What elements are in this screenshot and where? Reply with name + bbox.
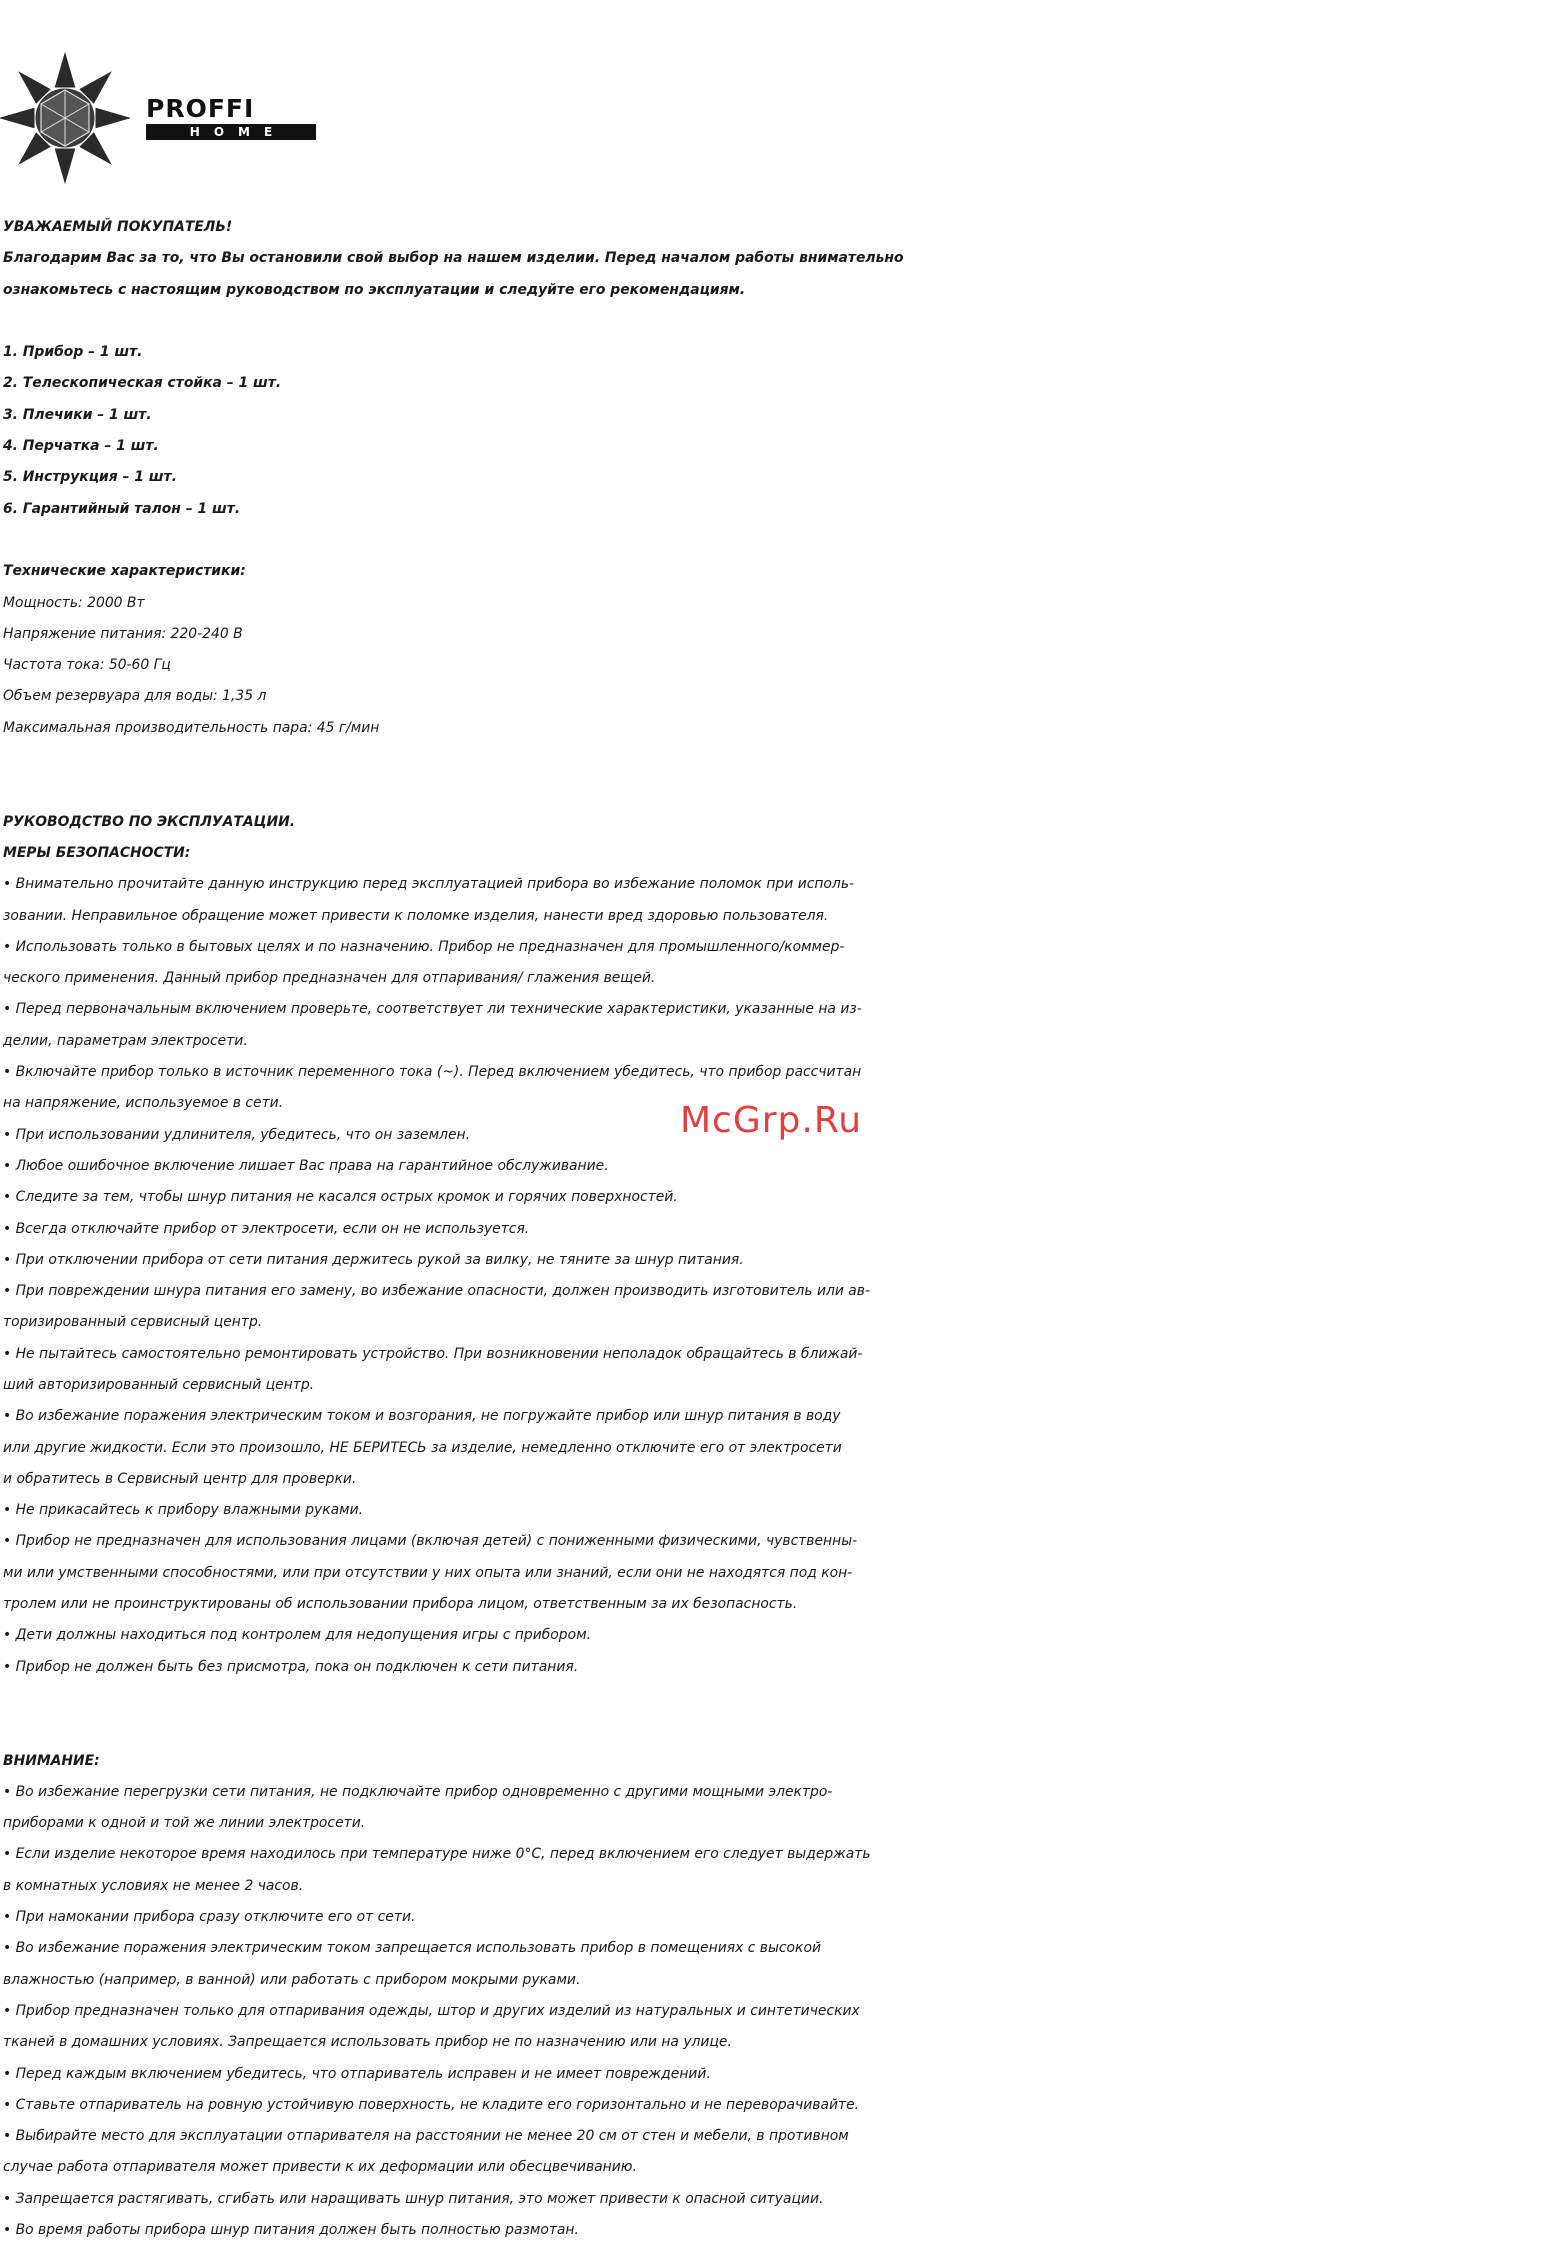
safety-line: • Прибор не предназначен для использования лицами (включая детей) с пониженными физическими, чувственны- (3, 1533, 858, 1550)
attention-line: • Выбирайте место для эксплуатации отпаривателя на расстоянии не менее 20 см от стен и мебели, в противном (3, 2128, 849, 2145)
safety-line: ми или умственными способностями, или при отсутствии у них опыта или знаний, если они не находятся под кон- (3, 1564, 853, 1581)
package-item: 4. Перчатка – 1 шт. (3, 438, 159, 455)
attention-line: • Во избежание перегрузки сети питания, не подключайте прибор одновременно с другими мощными электро- (3, 1783, 833, 1800)
safety-line: • Внимательно прочитайте данную инструкцию перед эксплуатацией прибора во избежание поломок при исполь- (3, 876, 855, 893)
safety-line: тролем или не проинструктированы об использовании прибора лицом, ответственным за их безопасность. (3, 1596, 798, 1613)
proffi-logo-icon (0, 48, 130, 188)
instruction-text (3, 212, 1541, 2246)
attention-line: тканей в домашних условиях. Запрещается использовать прибор не по назначению или на улице. (3, 2034, 732, 2051)
brand-sub: HOME (146, 124, 316, 140)
attention-line: • Если изделие некоторое время находилось при температуре ниже 0°С, перед включением его следует выдержать (3, 1846, 871, 1863)
safety-line: • Включайте прибор только в источник переменного тока (~). Перед включением убедитесь, что прибор рассчитан (3, 1064, 862, 1081)
attention-line: • Во время работы прибора шнур питания должен быть полностью размотан. (3, 2222, 579, 2238)
safety-line: • Всегда отключайте прибор от электросети, если он не используется. (3, 1220, 530, 1237)
attention-title: ВНИМАНИЕ: (3, 1752, 100, 1769)
greeting-line: Благодарим Вас за то, что Вы остановили свой выбор на нашем изделии. Перед началом работы внимательно (3, 250, 904, 267)
package-item: 3. Плечики – 1 шт. (3, 406, 152, 423)
safety-line: ший авторизированный сервисный центр. (3, 1376, 315, 1393)
attention-line: случае работа отпаривателя может привести к их деформации или обесцвечиванию. (3, 2159, 637, 2176)
spec-item: Объем резервуара для воды: 1,35 л (3, 688, 267, 705)
safety-line: • Во избежание поражения электрическим током и возгорания, не погружайте прибор или шнур питания в воду (3, 1408, 841, 1425)
greeting-line: ознакомьтесь с настоящим руководством по эксплуатации и следуйте его рекомендациям. (3, 281, 746, 298)
safety-line: • При повреждении шнура питания его замену, во избежание опасности, должен производить изготовитель или ав- (3, 1283, 870, 1300)
safety-line: • Использовать только в бытовых целях и по назначению. Прибор не предназначен для промышленного/коммер- (3, 938, 845, 955)
spec-item: Максимальная производительность пара: 45 г/мин (3, 719, 380, 736)
safety-line: • При использовании удлинителя, убедитесь, что он заземлен. (3, 1126, 470, 1143)
attention-line: • Перед каждым включением убедитесь, что отпариватель исправен и не имеет повреждений. (3, 2065, 711, 2082)
greeting-title: УВАЖАЕМЫЙ ПОКУПАТЕЛЬ! (3, 219, 233, 235)
attention-line: влажностью (например, в ванной) или работать с прибором мокрыми руками. (3, 1971, 581, 1988)
manual-title: РУКОВОДСТВО ПО ЭКСПЛУАТАЦИИ. (3, 813, 295, 830)
watermark: McGrp.Ru (680, 1100, 863, 1141)
safety-line: • Не прикасайтесь к прибору влажными руками. (3, 1502, 364, 1519)
attention-line: • Во избежание поражения электрическим током запрещается использовать прибор в помещениях с высокой (3, 1940, 821, 1957)
safety-line: • Дети должны находиться под контролем для недопущения игры с прибором. (3, 1627, 592, 1644)
brand-name: PROFFI (146, 94, 255, 123)
safety-line: на напряжение, используемое в сети. (3, 1095, 284, 1112)
package-item: 5. Инструкция – 1 шт. (3, 469, 177, 486)
safety-line: • Следите за тем, чтобы шнур питания не касался острых кромок и горячих поверхностей. (3, 1189, 678, 1206)
safety-line: ческого применения. Данный прибор предназначен для отпаривания/ глажения вещей. (3, 970, 656, 987)
package-item: 1. Прибор – 1 шт. (3, 344, 143, 361)
attention-line: • Запрещается растягивать, сгибать или наращивать шнур питания, это может привести к опасной ситуации. (3, 2190, 824, 2207)
attention-line: • При намокании прибора сразу отключите его от сети. (3, 1909, 416, 1926)
attention-line: • Прибор предназначен только для отпаривания одежды, штор и других изделий из натуральных и синтетических (3, 2002, 860, 2019)
spec-item: Частота тока: 50-60 Гц (3, 657, 171, 674)
package-item: 6. Гарантийный талон – 1 шт. (3, 500, 241, 517)
safety-line: • Любое ошибочное включение лишает Вас права на гарантийное обслуживание. (3, 1157, 609, 1174)
safety-line: делии, параметрам электросети. (3, 1032, 248, 1049)
brand-logo (0, 48, 330, 188)
safety-line: • Перед первоначальным включением проверьте, соответствует ли технические характеристики, указанные на из- (3, 1001, 862, 1018)
attention-line: в комнатных условиях не менее 2 часов. (3, 1877, 304, 1894)
spec-item: Мощность: 2000 Вт (3, 594, 145, 611)
safety-line: торизированный сервисный центр. (3, 1314, 263, 1331)
safety-line: зовании. Неправильное обращение может привести к поломке изделия, нанести вред здоровью пользователя. (3, 907, 829, 924)
safety-line: • При отключении прибора от сети питания держитесь рукой за вилку, не тяните за шнур питания. (3, 1251, 744, 1268)
package-item: 2. Телескопическая стойка – 1 шт. (3, 375, 282, 392)
safety-title: МЕРЫ БЕЗОПАСНОСТИ: (3, 844, 191, 861)
specs-title: Технические характеристики: (3, 563, 246, 580)
safety-line: • Не пытайтесь самостоятельно ремонтировать устройство. При возникновении неполадок обращайтесь в ближай- (3, 1345, 863, 1362)
safety-line: или другие жидкости. Если это произошло, НЕ БЕРИТЕСЬ за изделие, немедленно отключите его от электросети (3, 1439, 842, 1456)
attention-line: • Ставьте отпариватель на ровную устойчивую поверхность, не кладите его горизонтально и не переворачивайте. (3, 2096, 860, 2113)
spec-item: Напряжение питания: 220-240 В (3, 625, 243, 642)
safety-line: и обратитесь в Сервисный центр для проверки. (3, 1470, 357, 1487)
attention-line: приборами к одной и той же линии электросети. (3, 1815, 366, 1832)
safety-line: • Прибор не должен быть без присмотра, пока он подключен к сети питания. (3, 1658, 579, 1675)
